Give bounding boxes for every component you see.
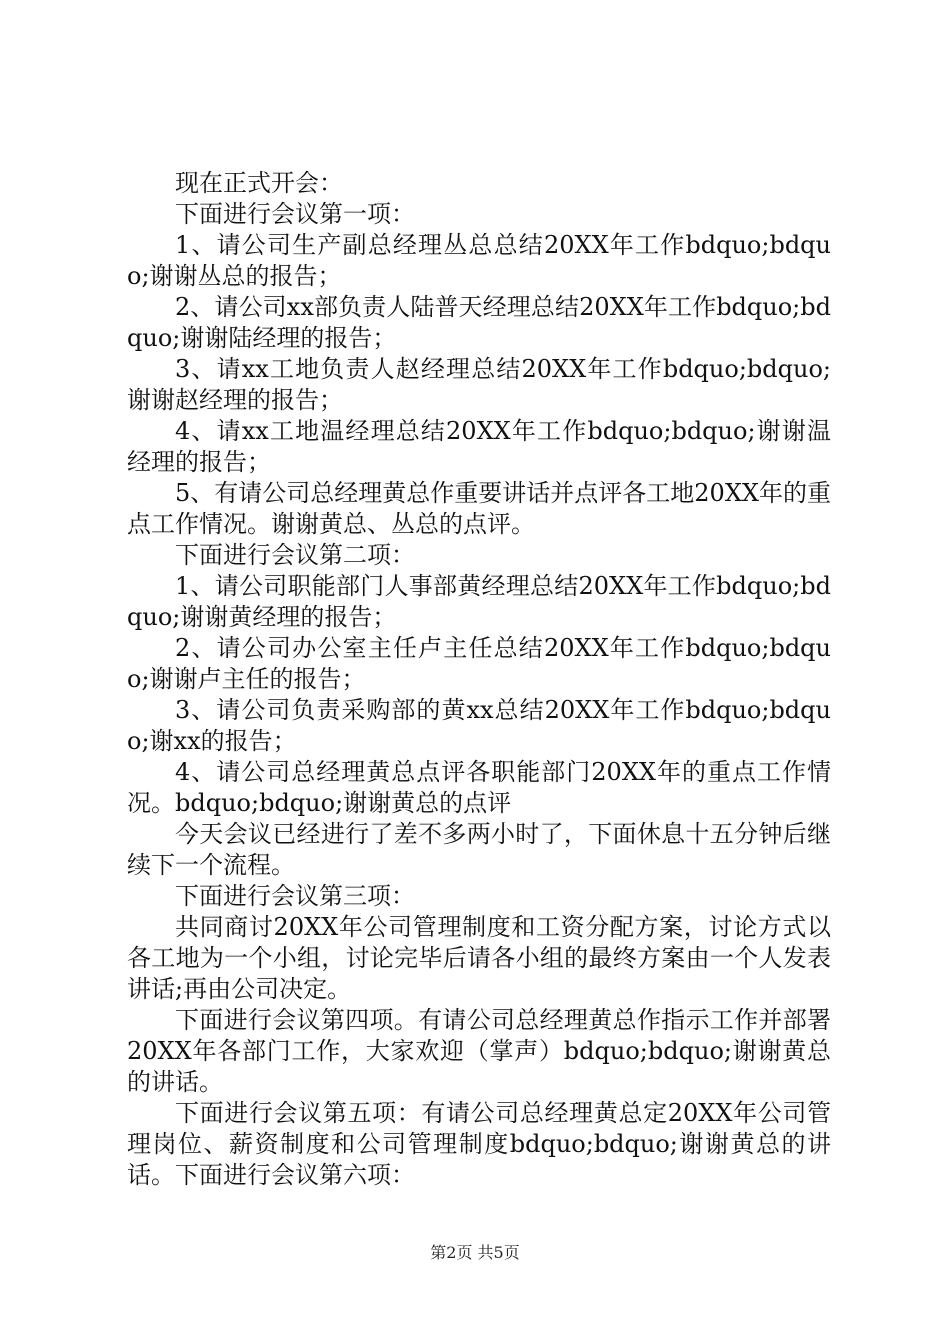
paragraph-item3-heading: 下面进行会议第三项： <box>175 882 415 910</box>
paragraph-item2-heading: 下面进行会议第二项： <box>175 541 415 569</box>
paragraph-item1-1: 1、请公司生产副总经理丛总总结20XX年工作bdquo;bdquo;谢谢丛总的报告； <box>127 231 831 290</box>
paragraph-item2-4: 4、请公司总经理黄总点评各职能部门20XX年的重点工作情况。bdquo;bdquo;谢谢黄总的点评 <box>127 758 831 817</box>
paragraph-item4: 下面进行会议第四项。有请公司总经理黄总作指示工作并部署20XX年各部门工作，大家欢迎（掌声）bdquo;bdquo;谢谢黄总的讲话。 <box>127 1006 831 1096</box>
paragraph-item5: 下面进行会议第五项：有请公司总经理黄总定20XX年公司管理岗位、薪资制度和公司管理制度bdquo;bdquo;谢谢黄总的讲话。下面进行会议第六项： <box>127 1099 831 1189</box>
paragraph-item2-1: 1、请公司职能部门人事部黄经理总结20XX年工作bdquo;bdquo;谢谢黄经理的报告； <box>127 572 831 631</box>
paragraph-item1-4: 4、请xx工地温经理总结20XX年工作bdquo;bdquo;谢谢温经理的报告； <box>127 417 831 476</box>
paragraph-break-notice: 今天会议已经进行了差不多两小时了，下面休息十五分钟后继续下一个流程。 <box>127 820 831 879</box>
paragraph-item1-heading: 下面进行会议第一项： <box>175 200 415 228</box>
document-body <box>127 168 831 1191</box>
paragraph-item1-3: 3、请xx工地负责人赵经理总结20XX年工作bdquo;bdquo;谢谢赵经理的报告； <box>127 355 831 414</box>
paragraph-item1-2: 2、请公司xx部负责人陆普天经理总结20XX年工作bdquo;bdquo;谢谢陆经理的报告； <box>127 293 831 352</box>
paragraph-item2-2: 2、请公司办公室主任卢主任总结20XX年工作bdquo;bdquo;谢谢卢主任的报告； <box>127 634 831 693</box>
paragraph-opening: 现在正式开会： <box>175 169 343 197</box>
page-number-footer: 第2页 共5页 <box>430 1243 520 1262</box>
paragraph-item2-3: 3、请公司负责采购部的黄xx总结20XX年工作bdquo;bdquo;谢xx的报告； <box>127 696 831 755</box>
paragraph-item3-body: 共同商讨20XX年公司管理制度和工资分配方案，讨论方式以各工地为一个小组，讨论完毕后请各小组的最终方案由一个人发表讲话;再由公司决定。 <box>127 913 831 1003</box>
paragraph-item1-5: 5、有请公司总经理黄总作重要讲话并点评各工地20XX年的重点工作情况。谢谢黄总、丛总的点评。 <box>127 479 831 538</box>
